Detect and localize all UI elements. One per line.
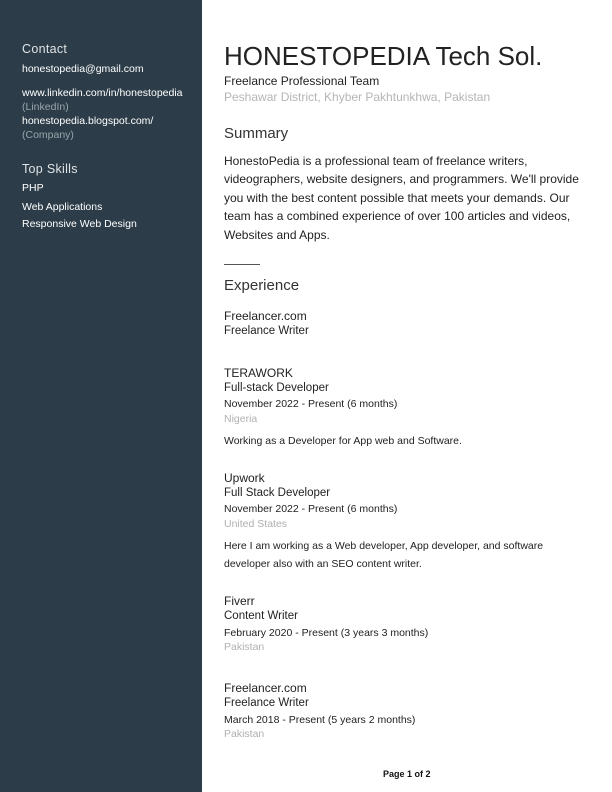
job-dates: March 2018 - Present (5 years 2 months)	[224, 714, 416, 726]
job-title: Full-stack Developer	[224, 382, 329, 394]
email-link[interactable]: honestopedia@gmail.com	[22, 63, 144, 75]
company-label: (Company)	[22, 129, 74, 141]
job-title: Freelance Writer	[224, 697, 309, 709]
job-location: Pakistan	[224, 641, 265, 653]
skill-item: PHP	[22, 182, 44, 194]
summary-text: HonestoPedia is a professional team of freelance writers, videographers, website designers, and programmers. We'll provide you with the best content possible that meets your demands. Our team has a combined experience of over 100 articles and videos, Websites and Apps.	[224, 154, 579, 242]
skill-item: Web Applications	[22, 201, 103, 213]
job-dates: February 2020 - Present (3 years 3 months)	[224, 627, 429, 639]
job-title: Freelance Writer	[224, 325, 309, 337]
sidebar	[0, 0, 202, 792]
job-location: Pakistan	[224, 728, 265, 740]
company-link[interactable]: honestopedia.blogspot.com/	[22, 115, 154, 127]
job-dates: November 2022 - Present (6 months)	[224, 398, 398, 410]
divider	[224, 264, 260, 265]
skills-heading: Top Skills	[22, 162, 78, 176]
job-description: Here I am working as a Web developer, App developer, and software	[224, 540, 544, 552]
skill-item: Responsive Web Design	[22, 218, 137, 230]
company-name: TERAWORK	[224, 366, 293, 380]
page-number: Page 1 of 2	[383, 769, 431, 779]
job-title: Full Stack Developer	[224, 487, 331, 499]
experience-heading: Experience	[224, 277, 300, 294]
job-description: developer also with an SEO content writer.	[224, 558, 422, 570]
company-name: Freelancer.com	[224, 681, 307, 695]
job-title: Content Writer	[224, 610, 298, 622]
headline: Freelance Professional Team	[224, 74, 380, 88]
location: Peshawar District, Khyber Pakhtunkhwa, Pakistan	[224, 90, 491, 104]
linkedin-link[interactable]: www.linkedin.com/in/honestopedia	[22, 87, 183, 99]
contact-heading: Contact	[22, 42, 68, 56]
company-name: Fiverr	[224, 594, 255, 608]
job-description: Working as a Developer for App web and Software.	[224, 435, 462, 447]
linkedin-label: (LinkedIn)	[22, 101, 69, 113]
job-location: United States	[224, 518, 288, 530]
job-dates: November 2022 - Present (6 months)	[224, 503, 398, 515]
company-name: Freelancer.com	[224, 309, 307, 323]
job-location: Nigeria	[224, 413, 258, 425]
company-name: Upwork	[224, 471, 265, 485]
summary-heading: Summary	[224, 125, 289, 142]
profile-name: HONESTOPEDIA Tech Sol.	[224, 41, 543, 71]
